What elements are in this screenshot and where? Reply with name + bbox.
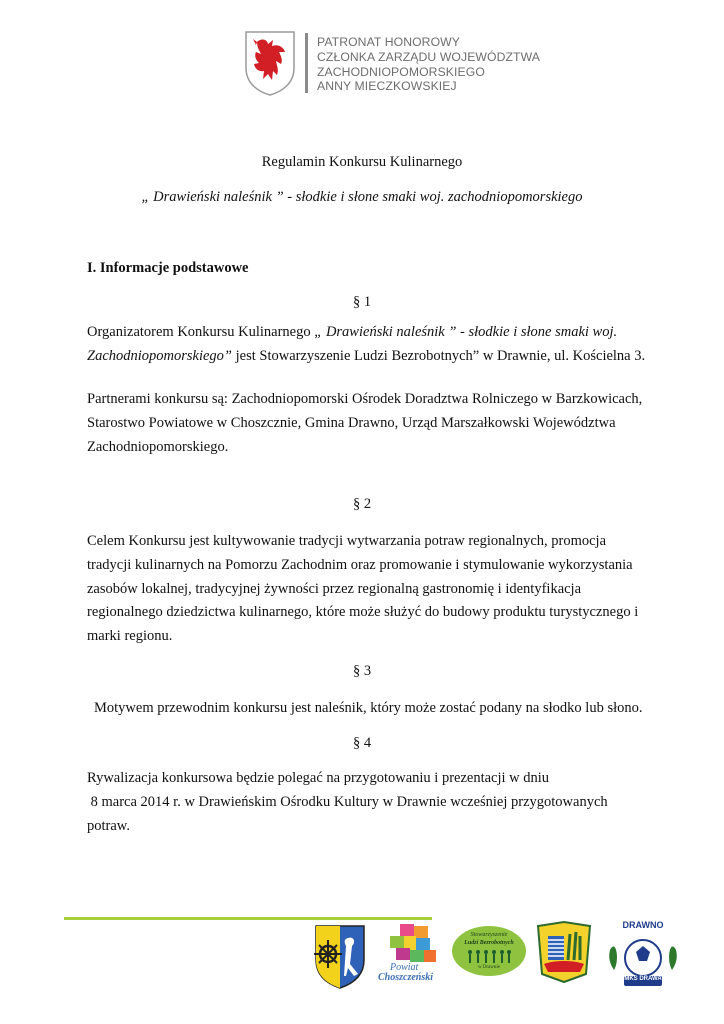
partners-paragraph (87, 388, 643, 459)
choszczno-label: Choszczeński (378, 972, 434, 983)
drawno-label: DRAWNO (622, 920, 664, 930)
theme-line: Motywem przewodnim konkursu jest naleśnik, który może zostać podany na słodko lub słono. (94, 700, 643, 716)
goal-line: marki regionu. (87, 628, 173, 645)
partners-line: Partnerami konkursu są: Zachodniopomorski Ośrodek Doradztwa Rolniczego w Barzkowicach, (87, 391, 643, 407)
goal-paragraph (87, 530, 639, 649)
patron-line-3: ZACHODNIOPOMORSKIEGO (317, 64, 485, 79)
organizer-paragraph (87, 321, 646, 369)
patron-line-4: ANNY MIECZKOWSKIEJ (317, 79, 457, 94)
competition-paragraph (87, 767, 639, 838)
paragraph-label-2: § 2 (352, 496, 372, 512)
organizer-text-b: jest Stowarzyszenie Ludzi Bezrobotnych” w Drawnie, ul. Kościelna 3. (232, 347, 646, 364)
partners-line: Zachodniopomorskiego. (87, 438, 229, 455)
paragraph-label-4: § 4 (352, 735, 372, 751)
association-label-3: w Drawnie (477, 965, 501, 970)
powiat-mosaic-icon (378, 922, 440, 964)
people-icon (466, 948, 512, 964)
partners-line: Starostwo Powiatowe w Choszcznie, Gmina Drawno, Urząd Marszałkowski Województwa (87, 414, 616, 431)
powiat-label: Powiat (390, 962, 419, 973)
mks-drawa-label: MKS DRAWA (624, 976, 662, 982)
section-heading: I. Informacje podstawowe (87, 260, 249, 276)
drawno-crest-icon (314, 924, 366, 990)
mks-drawa-logo (606, 918, 680, 990)
competition-line: Rywalizacja konkursowa będzie polegać na przygotowaniu i prezentacji w dniu (87, 770, 550, 786)
patron-line-2: CZŁONKA ZARZĄDU WOJEWÓDZTWA (317, 49, 540, 64)
powiat-choszczno-logo (378, 922, 440, 992)
patronage-text (317, 35, 540, 94)
goal-line: zasobów lokalnej, tradycyjnej żywności przez regionalną gastronomię i identyfikacja (87, 580, 582, 597)
paragraph-label-3: § 3 (352, 663, 372, 679)
organizer-text-a: Organizatorem Konkursu Kulinarnego (87, 324, 315, 340)
association-label-2: Ludzi Bezrobotnych (464, 940, 514, 946)
contest-name-italic-b: Zachodniopomorskiego” (87, 347, 232, 364)
competition-line: potraw. (87, 817, 130, 834)
goal-line: regionalnego dziedzictwa kulinarnego, które może służyć do budowy produktu turystycznego i (87, 604, 639, 621)
organizer-line-1 (87, 321, 639, 345)
competition-line: 8 marca 2014 r. w Drawieńskim Ośrodku Kultury w Drawnie wcześniej przygotowanych (87, 793, 608, 810)
theme-paragraph (94, 697, 646, 721)
association-label-1: Stowarzyszenie (470, 932, 508, 938)
patronage-header (243, 30, 543, 98)
organizer-line-2 (87, 345, 646, 369)
sponsor-logos (300, 918, 700, 1024)
goal-line: tradycji kulinarnych na Pomorzu Zachodnim oraz promowanie i stymulowanie wykorzystania (87, 556, 633, 573)
document-subtitle: „ Drawieński naleśnik ” - słodkie i słone smaki woj. zachodniopomorskiego (141, 189, 583, 205)
document-title: Regulamin Konkursu Kulinarnego (261, 154, 463, 170)
contest-name-italic-a: „ Drawieński naleśnik ” - słodkie i słone smaki woj. (314, 324, 618, 340)
paragraph-label-1: § 1 (352, 294, 372, 310)
patron-line-1: PATRONAT HONOROWY (317, 35, 460, 49)
zodr-crest-icon (534, 920, 594, 984)
association-logo (452, 926, 526, 976)
goal-line: Celem Konkursu jest kultywowanie tradycji wytwarzania potraw regionalnych, promocja (87, 533, 607, 549)
griffin-crest-icon (243, 30, 297, 96)
header-divider (305, 33, 308, 93)
